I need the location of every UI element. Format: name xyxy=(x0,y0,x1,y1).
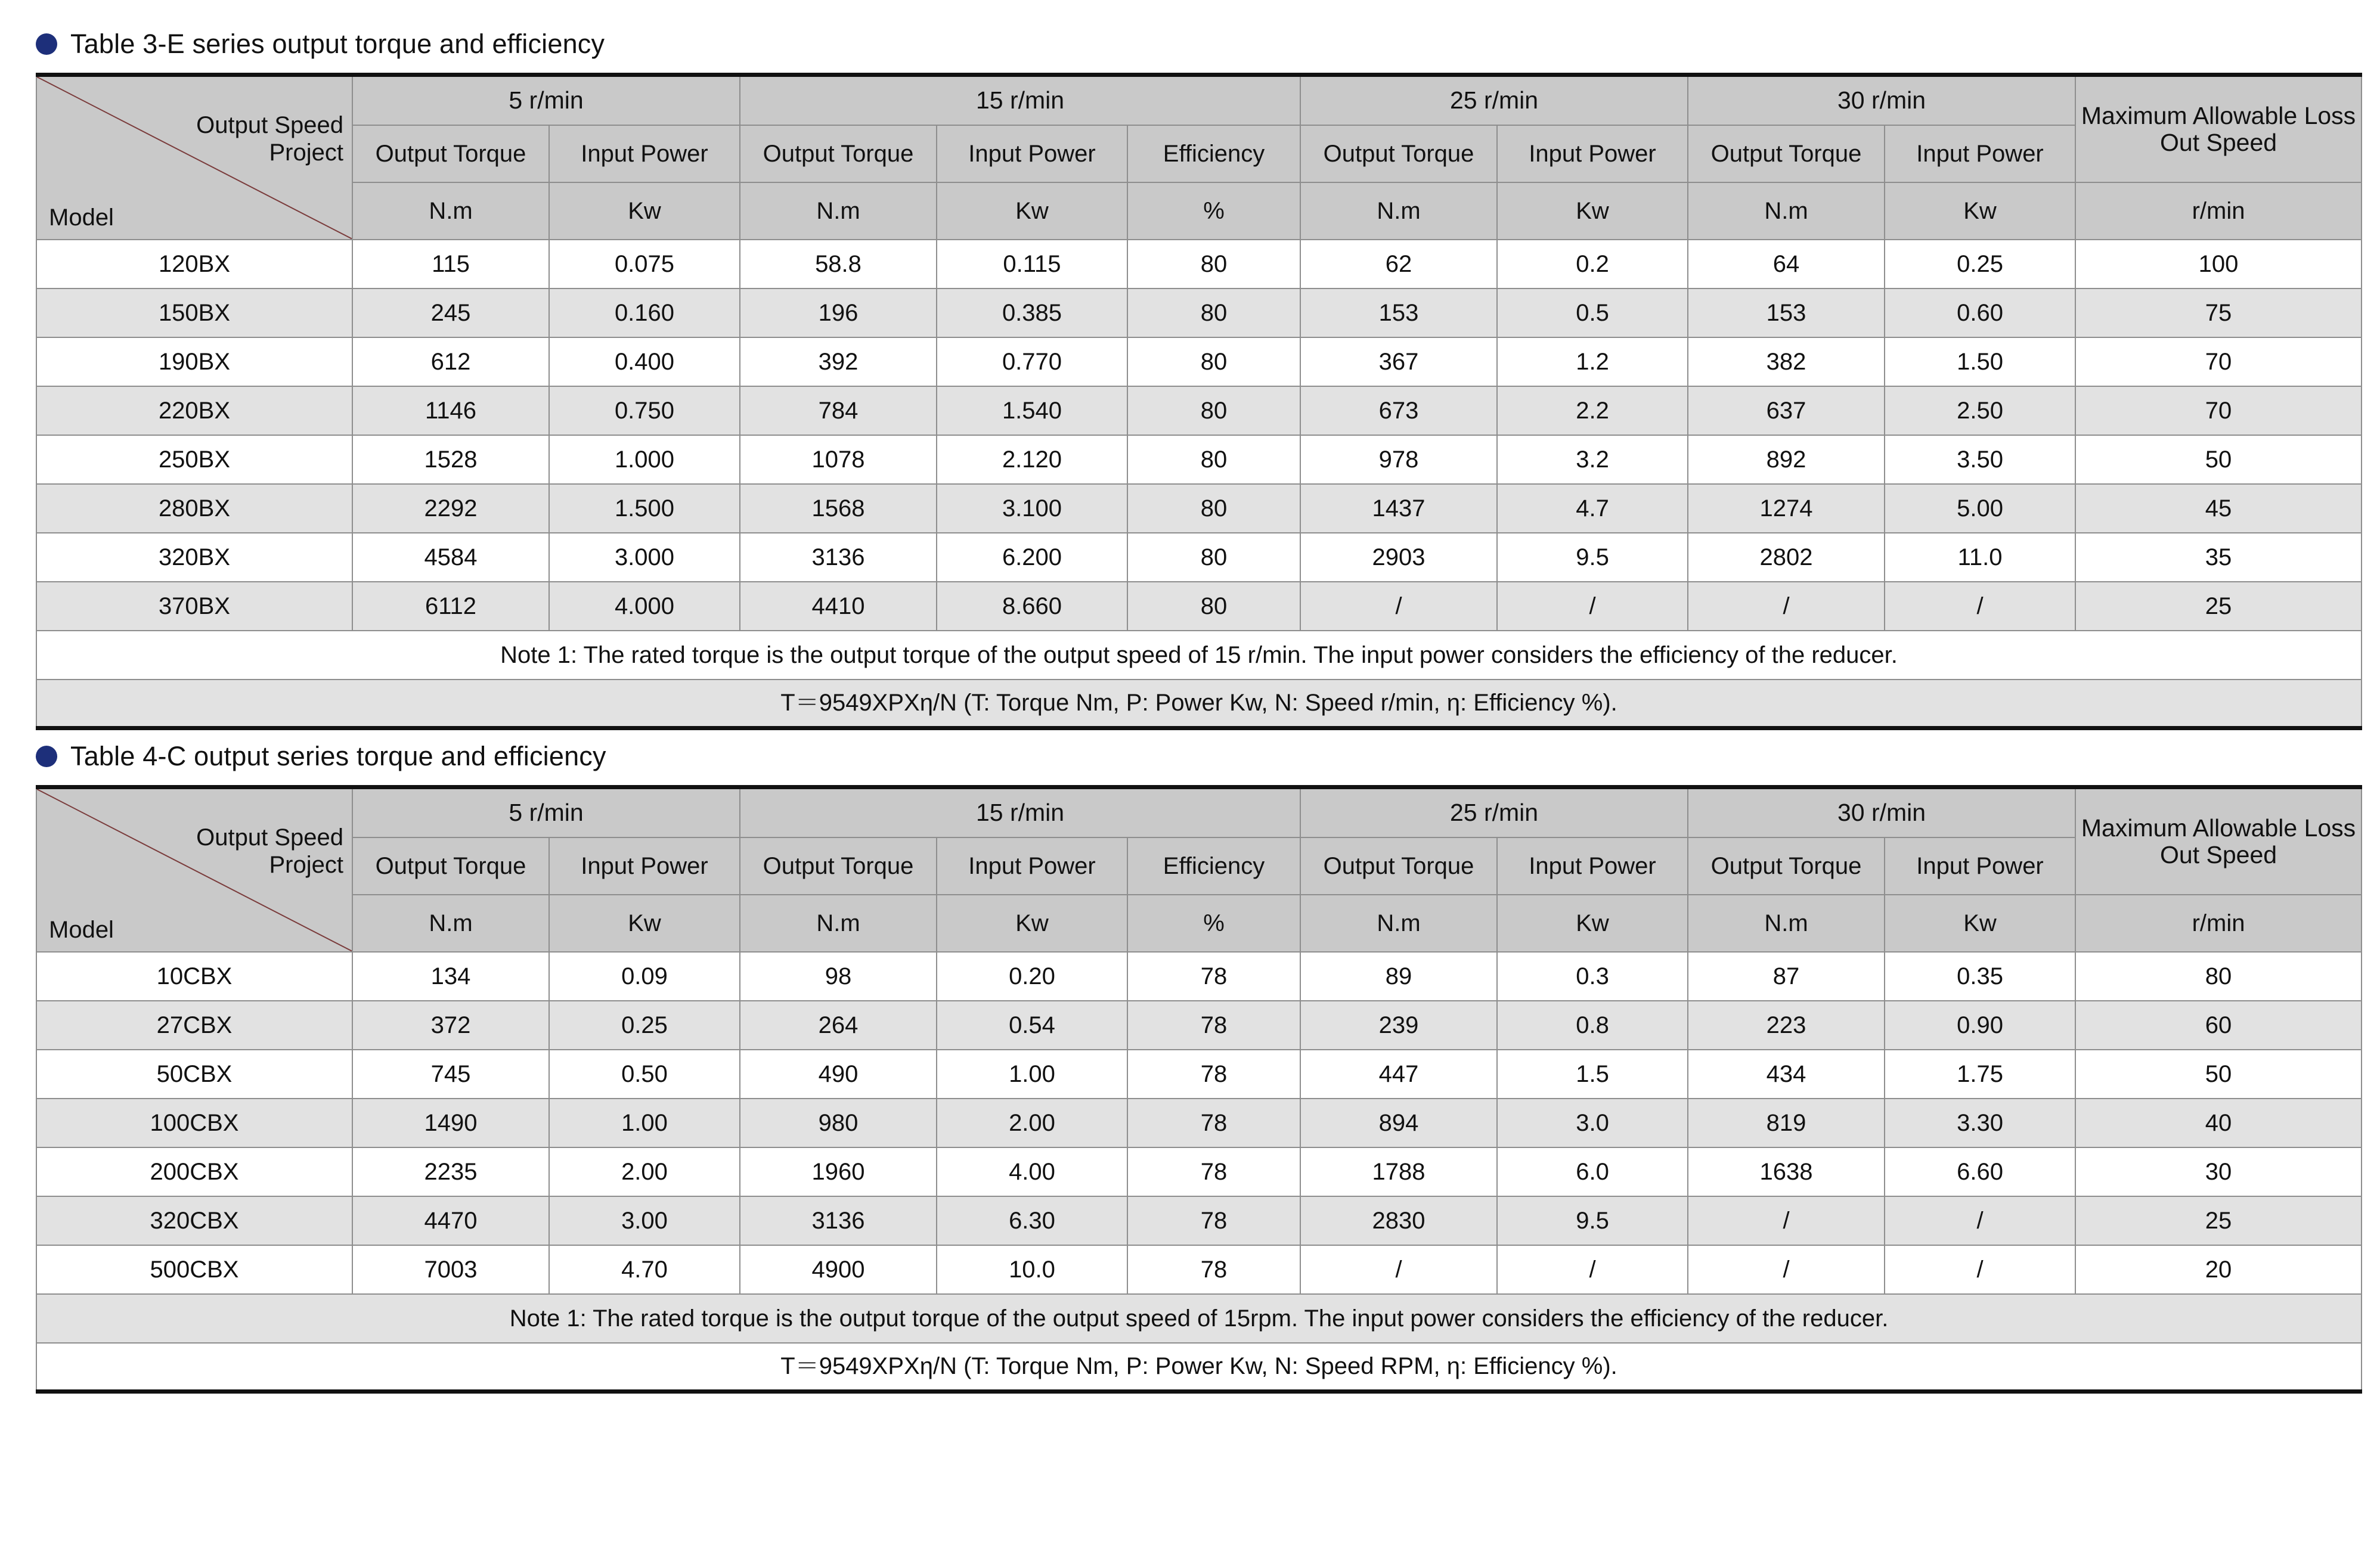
cell-value: 80 xyxy=(1127,288,1300,337)
cell-max-speed: 45 xyxy=(2075,484,2362,533)
cell-model: 10CBX xyxy=(36,952,352,1001)
cell-value: 64 xyxy=(1688,240,1885,288)
cell-value: 4.00 xyxy=(937,1147,1127,1196)
cell-value: / xyxy=(1688,582,1885,631)
cell-value: 1.000 xyxy=(549,435,740,484)
header-subheader: Output Torque xyxy=(1300,125,1497,182)
cell-value: 2.2 xyxy=(1497,386,1688,435)
cell-value: 58.8 xyxy=(740,240,937,288)
header-model: Model xyxy=(49,916,114,943)
cell-value: / xyxy=(1497,1245,1688,1294)
header-unit: Kw xyxy=(937,182,1127,240)
cell-value: 153 xyxy=(1688,288,1885,337)
header-max-allowable-speed-unit: r/min xyxy=(2075,895,2362,952)
cell-value: / xyxy=(1688,1196,1885,1245)
header-project: Project xyxy=(269,139,343,166)
cell-value: 2.120 xyxy=(937,435,1127,484)
cell-value: 1.75 xyxy=(1885,1050,2075,1099)
cell-value: 2235 xyxy=(352,1147,549,1196)
section-title xyxy=(36,741,2326,772)
cell-value: 434 xyxy=(1688,1050,1885,1099)
header-subheader: Input Power xyxy=(1497,125,1688,182)
header-subheader-row xyxy=(36,837,2362,895)
cell-value: 3.0 xyxy=(1497,1099,1688,1147)
header-subheader: Input Power xyxy=(937,837,1127,895)
cell-value: 78 xyxy=(1127,1147,1300,1196)
cell-value: 4584 xyxy=(352,533,549,582)
header-corner-cell xyxy=(36,787,352,952)
cell-value: 392 xyxy=(740,337,937,386)
cell-value: 372 xyxy=(352,1001,549,1050)
cell-max-speed: 25 xyxy=(2075,582,2362,631)
header-subheader: Output Torque xyxy=(740,125,937,182)
cell-value: 1638 xyxy=(1688,1147,1885,1196)
cell-max-speed: 30 xyxy=(2075,1147,2362,1196)
cell-model: 200CBX xyxy=(36,1147,352,1196)
cell-value: 6.30 xyxy=(937,1196,1127,1245)
table-header xyxy=(36,787,2362,952)
cell-value: 4410 xyxy=(740,582,937,631)
table-row xyxy=(36,386,2362,435)
cell-value: 4470 xyxy=(352,1196,549,1245)
cell-value: 0.3 xyxy=(1497,952,1688,1001)
table-row xyxy=(36,1245,2362,1294)
cell-max-speed: 20 xyxy=(2075,1245,2362,1294)
cell-model: 370BX xyxy=(36,582,352,631)
header-unit: N.m xyxy=(1300,895,1497,952)
cell-value: 264 xyxy=(740,1001,937,1050)
header-unit: Kw xyxy=(549,182,740,240)
cell-value: 80 xyxy=(1127,240,1300,288)
cell-max-speed: 80 xyxy=(2075,952,2362,1001)
cell-model: 250BX xyxy=(36,435,352,484)
cell-value: 78 xyxy=(1127,1245,1300,1294)
cell-value: 2.00 xyxy=(549,1147,740,1196)
header-speed-group: 15 r/min xyxy=(740,787,1300,837)
header-unit: Kw xyxy=(1497,182,1688,240)
cell-max-speed: 40 xyxy=(2075,1099,2362,1147)
header-subheader: Output Torque xyxy=(1300,837,1497,895)
cell-max-speed: 50 xyxy=(2075,435,2362,484)
header-output-speed-project xyxy=(196,111,343,166)
cell-value: 80 xyxy=(1127,582,1300,631)
cell-value: 4.000 xyxy=(549,582,740,631)
cell-value: 9.5 xyxy=(1497,533,1688,582)
cell-value: 80 xyxy=(1127,533,1300,582)
table-note: Note 1: The rated torque is the output torque of the output speed of 15rpm. The input power considers the efficiency of the reducer. xyxy=(36,1294,2362,1343)
header-speed-group: 25 r/min xyxy=(1300,787,1688,837)
header-max-allowable-speed-label: Maximum Allowable Loss Out Speed xyxy=(2081,814,2356,868)
header-speed-group: 30 r/min xyxy=(1688,787,2075,837)
table-row xyxy=(36,337,2362,386)
cell-value: 1.5 xyxy=(1497,1050,1688,1099)
cell-value: 11.0 xyxy=(1885,533,2075,582)
header-unit: % xyxy=(1127,182,1300,240)
cell-value: 0.54 xyxy=(937,1001,1127,1050)
header-subheader: Input Power xyxy=(549,125,740,182)
cell-value: / xyxy=(1885,1245,2075,1294)
section-title-text: Table 3-E series output torque and efficiency xyxy=(70,29,605,59)
cell-value: 62 xyxy=(1300,240,1497,288)
table-row xyxy=(36,1099,2362,1147)
cell-value: 7003 xyxy=(352,1245,549,1294)
table-row xyxy=(36,582,2362,631)
header-subheader: Input Power xyxy=(549,837,740,895)
cell-value: 978 xyxy=(1300,435,1497,484)
cell-value: 80 xyxy=(1127,435,1300,484)
cell-value: 819 xyxy=(1688,1099,1885,1147)
cell-max-speed: 100 xyxy=(2075,240,2362,288)
header-subheader: Efficiency xyxy=(1127,125,1300,182)
header-max-allowable-speed-label: Maximum Allowable Loss Out Speed xyxy=(2081,101,2356,156)
header-output-speed-project xyxy=(196,824,343,879)
cell-value: 6.60 xyxy=(1885,1147,2075,1196)
cell-value: 0.50 xyxy=(549,1050,740,1099)
cell-value: 784 xyxy=(740,386,937,435)
cell-value: 3136 xyxy=(740,533,937,582)
cell-model: 120BX xyxy=(36,240,352,288)
cell-value: 4900 xyxy=(740,1245,937,1294)
cell-max-speed: 70 xyxy=(2075,386,2362,435)
table-row xyxy=(36,952,2362,1001)
cell-model: 320BX xyxy=(36,533,352,582)
cell-max-speed: 35 xyxy=(2075,533,2362,582)
cell-value: 78 xyxy=(1127,1196,1300,1245)
cell-value: 80 xyxy=(1127,337,1300,386)
cell-value: 1568 xyxy=(740,484,937,533)
header-corner-cell xyxy=(36,75,352,240)
cell-value: 115 xyxy=(352,240,549,288)
cell-value: 3.50 xyxy=(1885,435,2075,484)
header-project: Project xyxy=(269,852,343,878)
cell-value: 1274 xyxy=(1688,484,1885,533)
cell-value: 3.2 xyxy=(1497,435,1688,484)
cell-value: 2830 xyxy=(1300,1196,1497,1245)
header-subheader: Input Power xyxy=(937,125,1127,182)
cell-value: 80 xyxy=(1127,484,1300,533)
header-subheader: Input Power xyxy=(1497,837,1688,895)
section-title xyxy=(36,29,2326,60)
header-subheader-row xyxy=(36,125,2362,182)
header-unit: Kw xyxy=(549,895,740,952)
cell-value: 2.50 xyxy=(1885,386,2075,435)
spec-table xyxy=(36,73,2362,730)
table-note-row xyxy=(36,680,2362,728)
cell-value: 0.5 xyxy=(1497,288,1688,337)
cell-value: 196 xyxy=(740,288,937,337)
table-row xyxy=(36,1147,2362,1196)
header-units-row xyxy=(36,182,2362,240)
cell-value: 0.2 xyxy=(1497,240,1688,288)
header-unit: N.m xyxy=(1688,895,1885,952)
header-output-speed: Output Speed xyxy=(196,824,343,851)
header-max-allowable-speed xyxy=(2075,787,2362,895)
table-row xyxy=(36,435,2362,484)
cell-value: 89 xyxy=(1300,952,1497,1001)
header-speed-row xyxy=(36,75,2362,125)
cell-value: 0.385 xyxy=(937,288,1127,337)
cell-value: 2802 xyxy=(1688,533,1885,582)
cell-value: 1.500 xyxy=(549,484,740,533)
cell-value: 6.200 xyxy=(937,533,1127,582)
cell-value: 612 xyxy=(352,337,549,386)
cell-value: 3.30 xyxy=(1885,1099,2075,1147)
cell-value: 0.09 xyxy=(549,952,740,1001)
cell-model: 280BX xyxy=(36,484,352,533)
header-units-row xyxy=(36,895,2362,952)
header-speed-group: 5 r/min xyxy=(352,75,740,125)
cell-value: 6112 xyxy=(352,582,549,631)
table-row xyxy=(36,240,2362,288)
cell-max-speed: 70 xyxy=(2075,337,2362,386)
cell-value: / xyxy=(1885,1196,2075,1245)
header-unit: N.m xyxy=(740,182,937,240)
header-unit: N.m xyxy=(740,895,937,952)
cell-value: 3136 xyxy=(740,1196,937,1245)
cell-value: 637 xyxy=(1688,386,1885,435)
header-subheader: Input Power xyxy=(1885,837,2075,895)
bullet-icon xyxy=(36,746,57,767)
cell-value: 0.60 xyxy=(1885,288,2075,337)
cell-value: 80 xyxy=(1127,386,1300,435)
spec-table xyxy=(36,785,2362,1394)
cell-value: 4.70 xyxy=(549,1245,740,1294)
cell-value: 0.160 xyxy=(549,288,740,337)
cell-value: 10.0 xyxy=(937,1245,1127,1294)
cell-value: 1.2 xyxy=(1497,337,1688,386)
cell-value: 673 xyxy=(1300,386,1497,435)
header-unit: N.m xyxy=(352,895,549,952)
cell-value: 239 xyxy=(1300,1001,1497,1050)
cell-value: 9.5 xyxy=(1497,1196,1688,1245)
cell-value: / xyxy=(1885,582,2075,631)
cell-value: 1.00 xyxy=(549,1099,740,1147)
table-row xyxy=(36,533,2362,582)
cell-model: 220BX xyxy=(36,386,352,435)
header-subheader: Output Torque xyxy=(1688,837,1885,895)
cell-value: 78 xyxy=(1127,1099,1300,1147)
cell-value: 447 xyxy=(1300,1050,1497,1099)
cell-value: 1.50 xyxy=(1885,337,2075,386)
cell-value: 3.00 xyxy=(549,1196,740,1245)
header-unit: Kw xyxy=(1885,895,2075,952)
cell-value: 78 xyxy=(1127,952,1300,1001)
cell-value: 8.660 xyxy=(937,582,1127,631)
cell-value: 1078 xyxy=(740,435,937,484)
cell-value: 892 xyxy=(1688,435,1885,484)
table-section xyxy=(36,741,2356,1394)
cell-max-speed: 75 xyxy=(2075,288,2362,337)
cell-value: 0.8 xyxy=(1497,1001,1688,1050)
header-speed-group: 30 r/min xyxy=(1688,75,2075,125)
cell-model: 50CBX xyxy=(36,1050,352,1099)
header-speed-group: 25 r/min xyxy=(1300,75,1688,125)
header-unit: Kw xyxy=(1497,895,1688,952)
header-subheader: Output Torque xyxy=(740,837,937,895)
cell-value: 2903 xyxy=(1300,533,1497,582)
header-speed-group: 15 r/min xyxy=(740,75,1300,125)
header-speed-group: 5 r/min xyxy=(352,787,740,837)
cell-model: 320CBX xyxy=(36,1196,352,1245)
cell-max-speed: 60 xyxy=(2075,1001,2362,1050)
header-max-allowable-speed xyxy=(2075,75,2362,182)
cell-value: 1960 xyxy=(740,1147,937,1196)
header-speed-row xyxy=(36,787,2362,837)
header-subheader: Output Torque xyxy=(1688,125,1885,182)
cell-value: 3.000 xyxy=(549,533,740,582)
cell-value: 1788 xyxy=(1300,1147,1497,1196)
cell-value: 4.7 xyxy=(1497,484,1688,533)
table-row xyxy=(36,288,2362,337)
cell-max-speed: 25 xyxy=(2075,1196,2362,1245)
cell-value: / xyxy=(1497,582,1688,631)
cell-value: 0.25 xyxy=(549,1001,740,1050)
header-subheader: Input Power xyxy=(1885,125,2075,182)
cell-value: 223 xyxy=(1688,1001,1885,1050)
cell-value: / xyxy=(1300,1245,1497,1294)
cell-value: 78 xyxy=(1127,1050,1300,1099)
cell-value: 98 xyxy=(740,952,937,1001)
header-unit: % xyxy=(1127,895,1300,952)
cell-value: 1490 xyxy=(352,1099,549,1147)
cell-value: 0.35 xyxy=(1885,952,2075,1001)
table-section xyxy=(36,29,2356,730)
cell-value: 153 xyxy=(1300,288,1497,337)
cell-value: 0.075 xyxy=(549,240,740,288)
cell-value: 87 xyxy=(1688,952,1885,1001)
cell-value: 382 xyxy=(1688,337,1885,386)
cell-value: 1437 xyxy=(1300,484,1497,533)
table-note-row xyxy=(36,1294,2362,1343)
cell-value: 78 xyxy=(1127,1001,1300,1050)
cell-model: 500CBX xyxy=(36,1245,352,1294)
table-body xyxy=(36,240,2362,728)
header-subheader: Efficiency xyxy=(1127,837,1300,895)
cell-value: 0.20 xyxy=(937,952,1127,1001)
header-model: Model xyxy=(49,204,114,231)
cell-value: 134 xyxy=(352,952,549,1001)
cell-value: 245 xyxy=(352,288,549,337)
cell-value: / xyxy=(1300,582,1497,631)
cell-value: 3.100 xyxy=(937,484,1127,533)
cell-value: 1146 xyxy=(352,386,549,435)
cell-model: 190BX xyxy=(36,337,352,386)
table-body xyxy=(36,952,2362,1392)
cell-value: 5.00 xyxy=(1885,484,2075,533)
cell-value: 980 xyxy=(740,1099,937,1147)
table-note: T＝9549XPXη/N (T: Torque Nm, P: Power Kw, N: Speed RPM, η: Efficiency %). xyxy=(36,1343,2362,1392)
cell-value: 6.0 xyxy=(1497,1147,1688,1196)
cell-value: 367 xyxy=(1300,337,1497,386)
table-header xyxy=(36,75,2362,240)
header-unit: Kw xyxy=(1885,182,2075,240)
cell-value: 0.115 xyxy=(937,240,1127,288)
table-row xyxy=(36,1050,2362,1099)
cell-value: 0.770 xyxy=(937,337,1127,386)
cell-model: 100CBX xyxy=(36,1099,352,1147)
header-subheader: Output Torque xyxy=(352,837,549,895)
table-note: T＝9549XPXη/N (T: Torque Nm, P: Power Kw, N: Speed r/min, η: Efficiency %). xyxy=(36,680,2362,728)
cell-model: 27CBX xyxy=(36,1001,352,1050)
cell-value: 490 xyxy=(740,1050,937,1099)
cell-value: 2292 xyxy=(352,484,549,533)
header-max-allowable-speed-unit: r/min xyxy=(2075,182,2362,240)
table-row xyxy=(36,1196,2362,1245)
cell-value: 894 xyxy=(1300,1099,1497,1147)
cell-value: 2.00 xyxy=(937,1099,1127,1147)
table-note: Note 1: The rated torque is the output torque of the output speed of 15 r/min. The input power considers the efficiency of the reducer. xyxy=(36,631,2362,680)
header-unit: Kw xyxy=(937,895,1127,952)
cell-value: 1528 xyxy=(352,435,549,484)
table-row xyxy=(36,1001,2362,1050)
bullet-icon xyxy=(36,33,57,55)
cell-value: 1.540 xyxy=(937,386,1127,435)
header-unit: N.m xyxy=(1688,182,1885,240)
table-note-row xyxy=(36,631,2362,680)
cell-value: 0.750 xyxy=(549,386,740,435)
header-unit: N.m xyxy=(352,182,549,240)
section-title-text: Table 4-C output series torque and efficiency xyxy=(70,741,606,771)
table-row xyxy=(36,484,2362,533)
cell-model: 150BX xyxy=(36,288,352,337)
cell-value: 0.25 xyxy=(1885,240,2075,288)
table-note-row xyxy=(36,1343,2362,1392)
cell-max-speed: 50 xyxy=(2075,1050,2362,1099)
header-output-speed: Output Speed xyxy=(196,112,343,138)
header-subheader: Output Torque xyxy=(352,125,549,182)
document-body xyxy=(36,29,2356,1394)
cell-value: 0.400 xyxy=(549,337,740,386)
cell-value: 745 xyxy=(352,1050,549,1099)
header-unit: N.m xyxy=(1300,182,1497,240)
cell-value: 0.90 xyxy=(1885,1001,2075,1050)
cell-value: 1.00 xyxy=(937,1050,1127,1099)
cell-value: / xyxy=(1688,1245,1885,1294)
